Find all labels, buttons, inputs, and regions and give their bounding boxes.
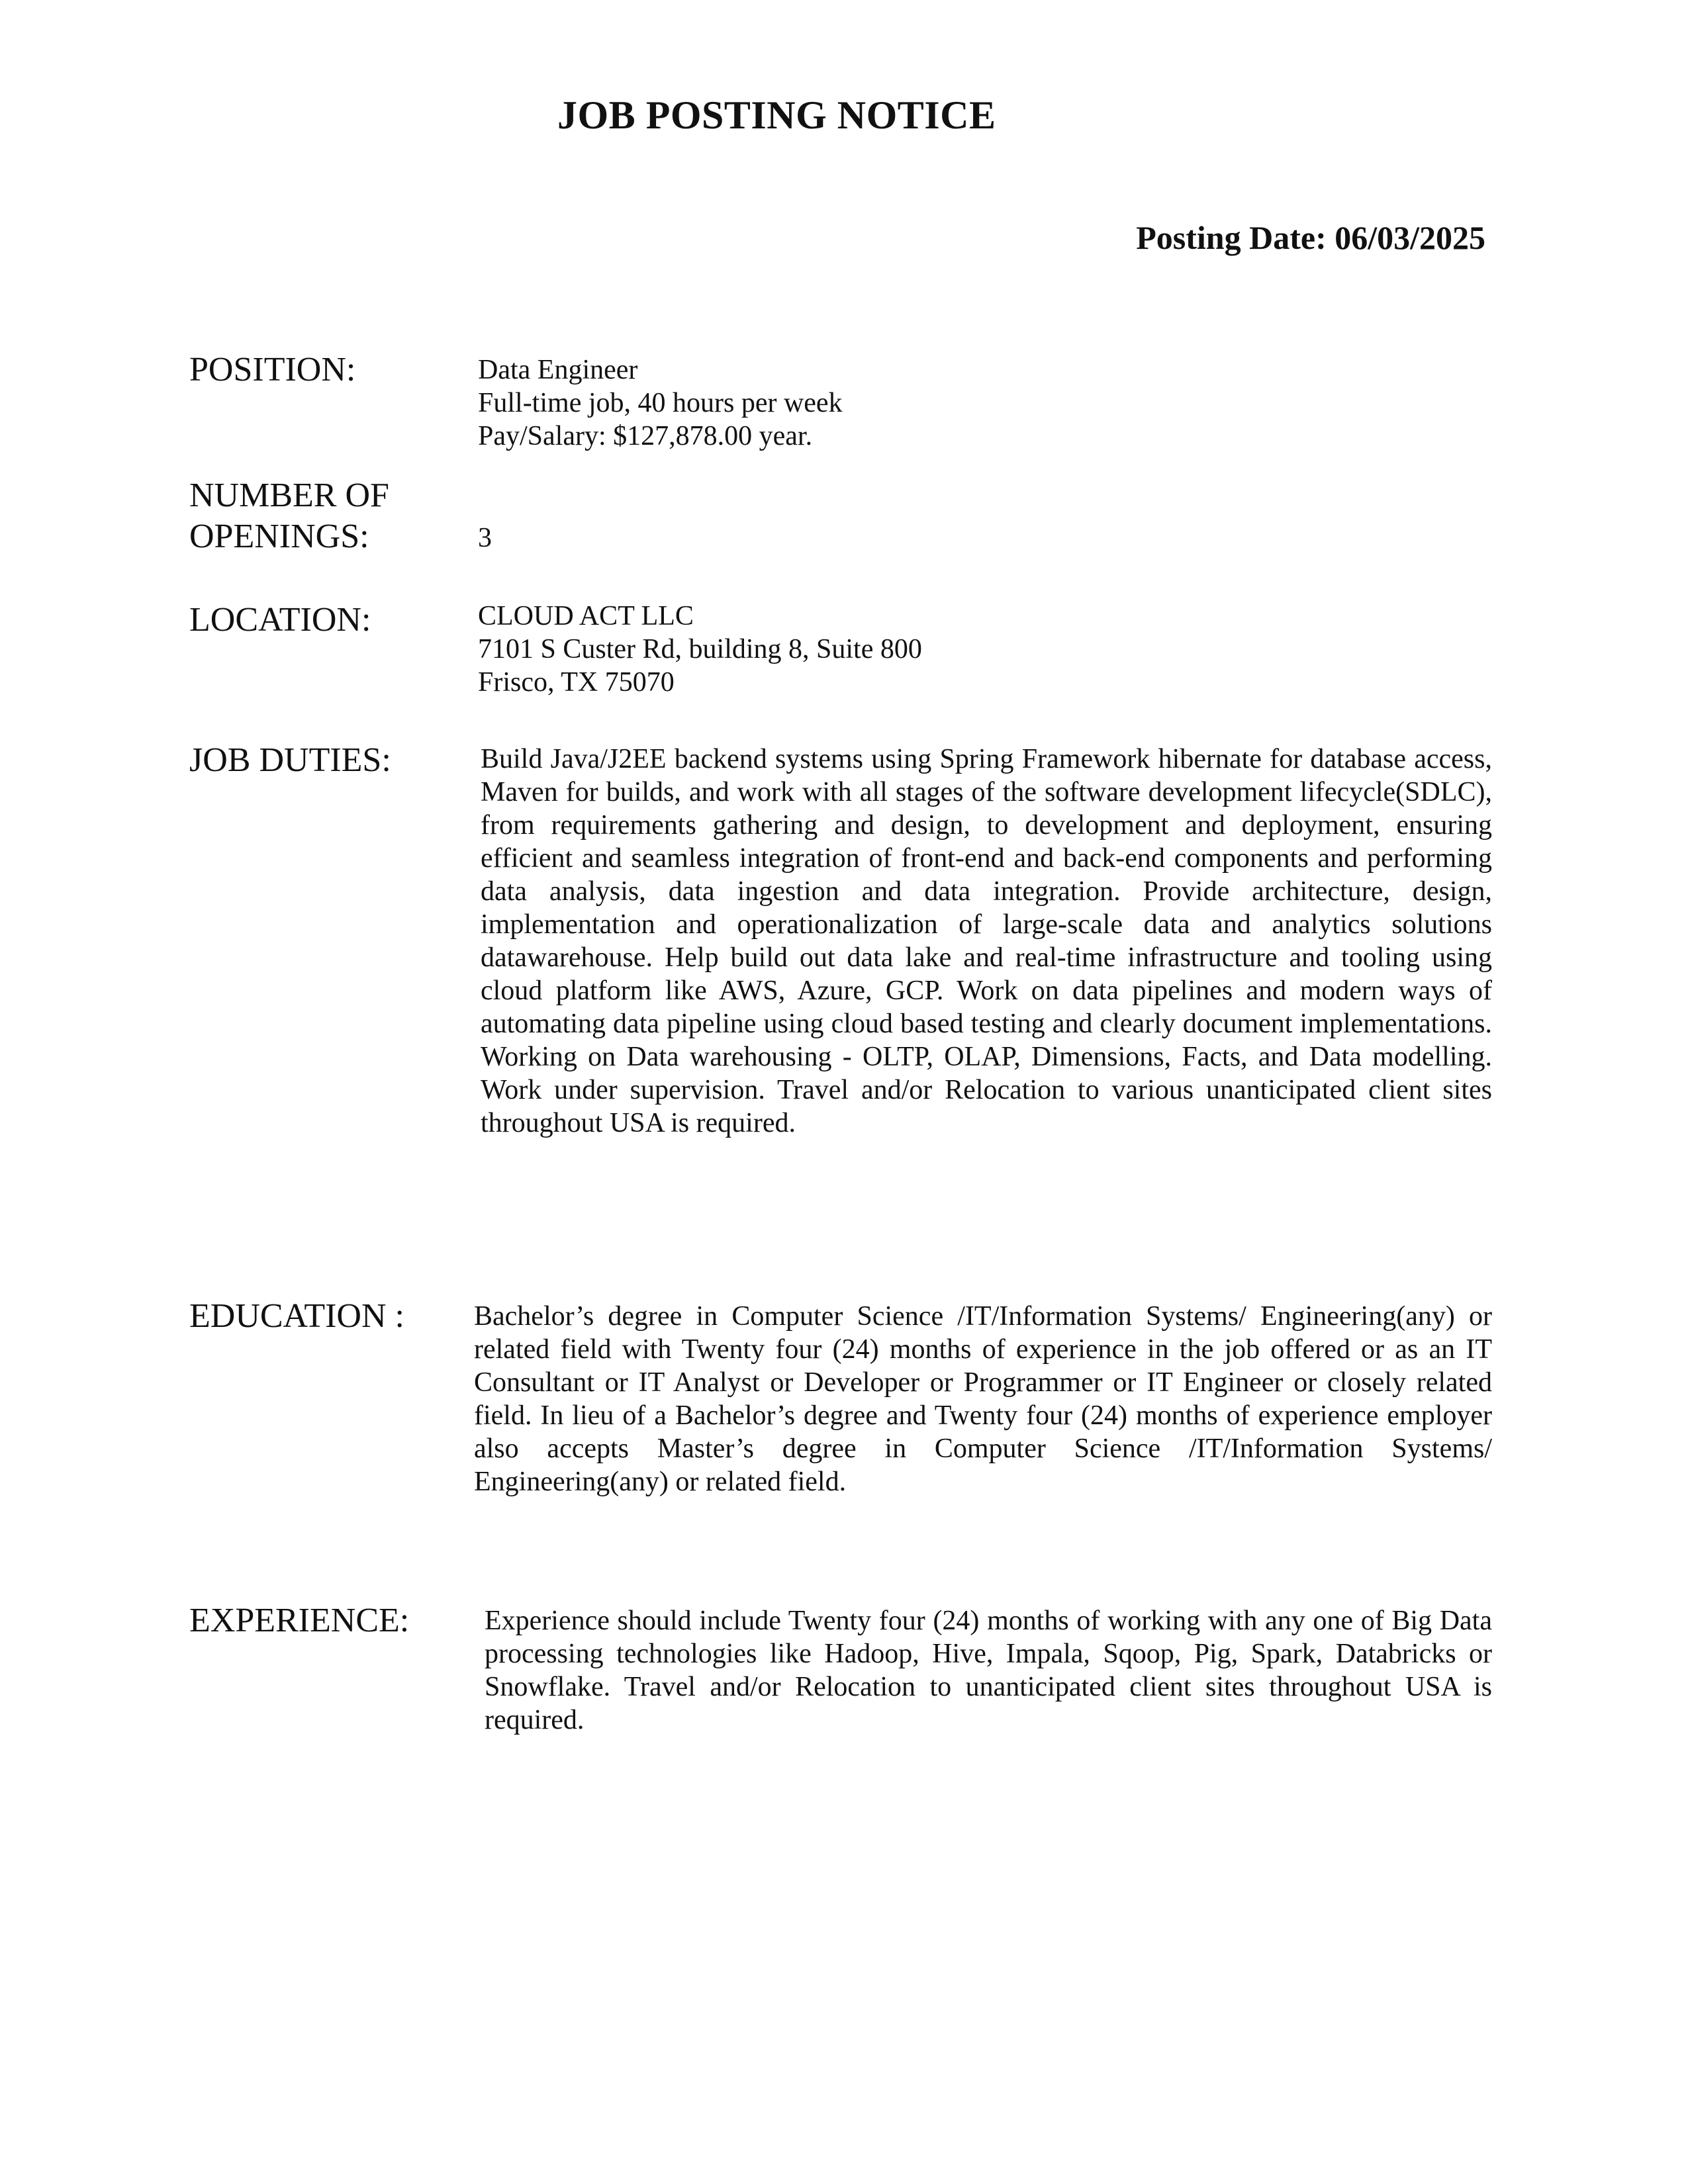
experience-text: Experience should include Twenty four (24) months of working with any one of Big Data processing technologies like Hadoop, Hive, Impala, Sqoop, Pig, Spark, Databricks or Snowflake. Travel and/or Relocation to unanticipated client sites throughout USA is required. — [485, 1606, 1492, 1735]
location-street: 7101 S Custer Rd, building 8, Suite 800 — [478, 634, 922, 664]
openings-label-line1: NUMBER OF — [189, 477, 389, 514]
job-duties-label: JOB DUTIES: — [189, 741, 391, 779]
education-text: Bachelor’s degree in Computer Science /IT/Information Systems/ Engineering(any) or related field with Twenty four (24) months of experience in the job offered or as an IT Consultant or IT Analyst or Developer or Programmer or IT Engineer or closely related field. In lieu of a Bachelor’s degree and Twenty four (24) months of experience employer also accepts Master’s degree in Computer Science /IT/Information Systems/ Engineering(any) or related field. — [474, 1301, 1492, 1497]
position-salary: Pay/Salary: $127,878.00 year. — [478, 421, 813, 451]
location-value — [478, 600, 922, 699]
experience-label: EXPERIENCE: — [189, 1602, 410, 1639]
job-duties-text: Build Java/J2EE backend systems using Spring Framework hibernate for database access, Maven for builds, and work with all stages of the software development lifecycle(SDLC), from requirements gathering and design, to development and deployment, ensuring efficient and seamless integration of front-end and back-end components and performing data analysis, data ingestion and data integration. Provide architecture, design, implementation and operationalization of large-scale data and analytics solutions datawarehouse. Help build out data lake and real-time infrastructure and tooling using cloud platform like AWS, Azure, GCP. Work on data pipelines and modern ways of automating data pipeline using cloud based testing and clearly document implementations. Working on Data warehousing - OLTP, OLAP, Dimensions, Facts, and Data modelling. Work under supervision. Travel and/or Relocation to various unanticipated client sites throughout USA is required. — [481, 744, 1492, 1138]
openings-label — [189, 475, 389, 557]
position-title: Data Engineer — [478, 355, 638, 385]
position-label: POSITION: — [189, 351, 356, 388]
position-hours: Full-time job, 40 hours per week — [478, 388, 843, 418]
openings-value: 3 — [478, 523, 492, 553]
location-company: CLOUD ACT LLC — [478, 601, 694, 631]
position-value — [478, 353, 843, 453]
openings-label-line2: OPENINGS: — [189, 518, 369, 555]
education-label: EDUCATION : — [189, 1297, 404, 1335]
location-label: LOCATION: — [189, 601, 371, 639]
location-city: Frisco, TX 75070 — [478, 667, 675, 698]
posting-date: Posting Date: 06/03/2025 — [1136, 219, 1485, 256]
page-title: JOB POSTING NOTICE — [557, 93, 996, 137]
